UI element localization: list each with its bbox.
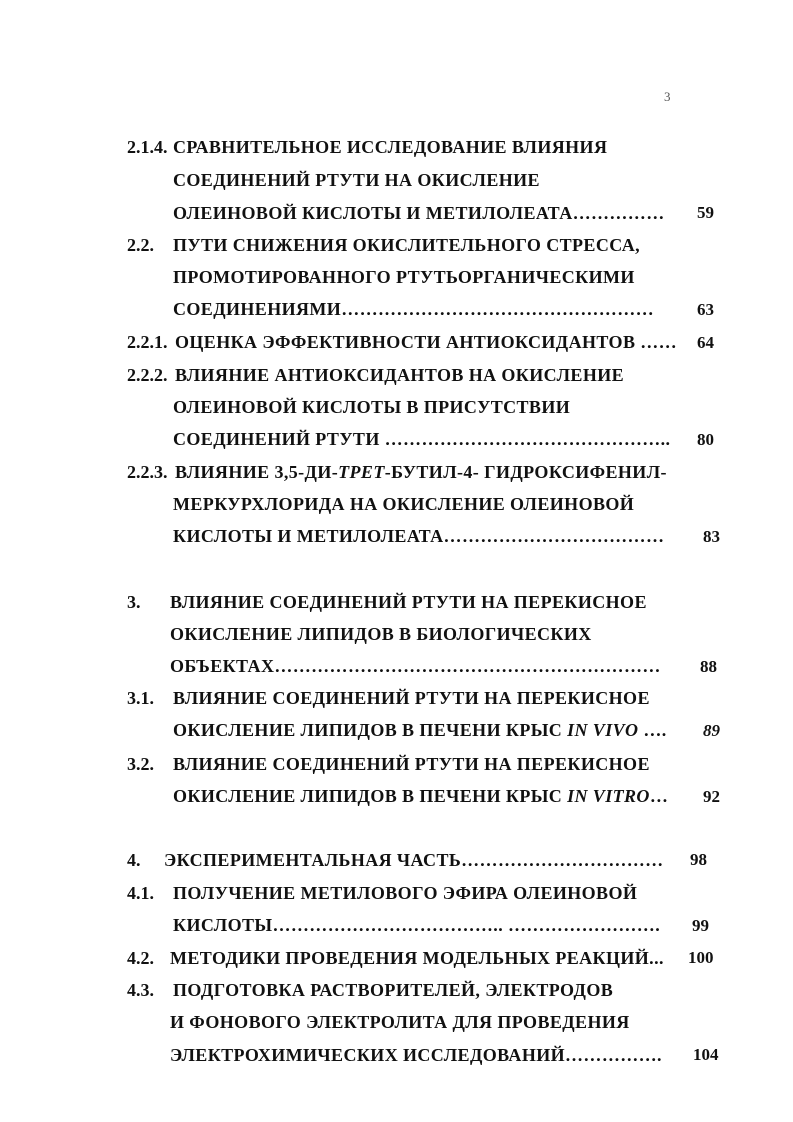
entry-page: 63 xyxy=(697,300,714,319)
entry-title-line: ПОЛУЧЕНИЕ МЕТИЛОВОГО ЭФИРА ОЛЕИНОВОЙ xyxy=(173,883,638,903)
entry-title-line: СРАВНИТЕЛЬНОЕ ИССЛЕДОВАНИЕ ВЛИЯНИЯ xyxy=(173,137,608,157)
entry-title-line: ОБЪЕКТАХ……………………………………………………… xyxy=(170,656,661,676)
entry-title-line: ВЛИЯНИЕ АНТИОКСИДАНТОВ НА ОКИСЛЕНИЕ xyxy=(175,365,625,385)
entry-number: 3.1. xyxy=(127,688,154,708)
entry-page: 88 xyxy=(700,657,717,676)
entry-page: 80 xyxy=(697,430,714,449)
entry-title-line: ОЛЕИНОВОЙ КИСЛОТЫ В ПРИСУТСТВИИ xyxy=(173,397,571,417)
entry-title-line: И ФОНОВОГО ЭЛЕКТРОЛИТА ДЛЯ ПРОВЕДЕНИЯ xyxy=(170,1012,630,1032)
entry-title-line xyxy=(173,787,668,805)
entry-page: 104 xyxy=(693,1045,719,1064)
entry-number: 4.2. xyxy=(127,948,154,968)
entry-page: 59 xyxy=(697,203,714,222)
entry-title-line: ЭКСПЕРИМЕНТАЛЬНАЯ ЧАСТЬ…………………………… xyxy=(164,850,664,870)
entry-title-part: ОКИСЛЕНИЕ ЛИПИДОВ В ПЕЧЕНИ КРЫС xyxy=(173,720,568,740)
entry-number: 2.2.2. xyxy=(127,365,168,385)
entry-title-part: …. xyxy=(638,720,667,740)
entry-page: 100 xyxy=(688,948,714,967)
entry-number: 4.1. xyxy=(127,883,154,903)
entry-page: 92 xyxy=(703,787,720,806)
entry-title-italic: IN VIVO xyxy=(567,720,639,740)
entry-number: 4.3. xyxy=(127,980,154,1000)
entry-title-line: МЕРКУРХЛОРИДА НА ОКИСЛЕНИЕ ОЛЕИНОВОЙ xyxy=(173,494,635,514)
entry-title-line: ВЛИЯНИЕ СОЕДИНЕНИЙ РТУТИ НА ПЕРЕКИСНОЕ xyxy=(170,592,647,612)
entry-title-part: ВЛИЯНИЕ 3,5-ДИ- xyxy=(175,462,339,482)
entry-title-italic: ТРЕТ xyxy=(338,462,385,482)
entry-title-line: ОКИСЛЕНИЕ ЛИПИДОВ В БИОЛОГИЧЕСКИХ xyxy=(170,624,592,644)
entry-title-line: ПОДГОТОВКА РАСТВОРИТЕЛЕЙ, ЭЛЕКТРОДОВ xyxy=(173,980,614,1000)
entry-page: 99 xyxy=(692,916,709,935)
entry-title-line: ОЛЕИНОВОЙ КИСЛОТЫ И МЕТИЛОЛЕАТА…………… xyxy=(173,203,665,223)
entry-number: 2.2. xyxy=(127,235,154,255)
entry-number: 4. xyxy=(127,850,141,870)
entry-title-line: СОЕДИНЕНИЯМИ…………………………………………… xyxy=(173,299,654,319)
entry-page: 64 xyxy=(697,333,714,352)
entry-page: 83 xyxy=(703,527,720,546)
entry-title-line: ПУТИ СНИЖЕНИЯ ОКИСЛИТЕЛЬНОГО СТРЕССА, xyxy=(173,235,641,255)
entry-title-line: МЕТОДИКИ ПРОВЕДЕНИЯ МОДЕЛЬНЫХ РЕАКЦИЙ... xyxy=(170,948,664,968)
entry-title-italic: IN VITRO xyxy=(567,786,650,806)
entry-title-part: … xyxy=(649,786,669,806)
entry-page: 98 xyxy=(690,850,707,869)
entry-title-line: СОЕДИНЕНИЙ РТУТИ ……………………………………….. xyxy=(173,429,671,449)
entry-page: 89 xyxy=(703,721,720,740)
entry-title-part: -БУТИЛ-4- ГИДРОКСИФЕНИЛ- xyxy=(384,462,667,482)
entry-title-line: КИСЛОТЫ……………………………….. ……………………. xyxy=(173,915,661,935)
entry-title-part: ОКИСЛЕНИЕ ЛИПИДОВ В ПЕЧЕНИ КРЫС xyxy=(173,786,568,806)
entry-title-line: ВЛИЯНИЕ СОЕДИНЕНИЙ РТУТИ НА ПЕРЕКИСНОЕ xyxy=(173,754,650,774)
entry-title-line: ОЦЕНКА ЭФФЕКТИВНОСТИ АНТИОКСИДАНТОВ …… xyxy=(175,332,678,352)
entry-number: 2.2.3. xyxy=(127,462,168,482)
entry-title-line xyxy=(175,463,667,481)
page-number: 3 xyxy=(664,89,671,104)
entry-number: 2.2.1. xyxy=(127,332,168,352)
entry-title-line: ВЛИЯНИЕ СОЕДИНЕНИЙ РТУТИ НА ПЕРЕКИСНОЕ xyxy=(173,688,650,708)
entry-title-line: КИСЛОТЫ И МЕТИЛОЛЕАТА……………………………… xyxy=(173,526,665,546)
entry-title-line: СОЕДИНЕНИЙ РТУТИ НА ОКИСЛЕНИЕ xyxy=(173,170,540,190)
entry-title-line: ЭЛЕКТРОХИМИЧЕСКИХ ИССЛЕДОВАНИЙ……………. xyxy=(170,1045,662,1065)
entry-number: 3. xyxy=(127,592,141,612)
entry-number: 3.2. xyxy=(127,754,154,774)
entry-number: 2.1.4. xyxy=(127,137,168,157)
entry-title-line xyxy=(173,721,667,739)
entry-title-line: ПРОМОТИРОВАННОГО РТУТЬОРГАНИЧЕСКИМИ xyxy=(173,267,635,287)
